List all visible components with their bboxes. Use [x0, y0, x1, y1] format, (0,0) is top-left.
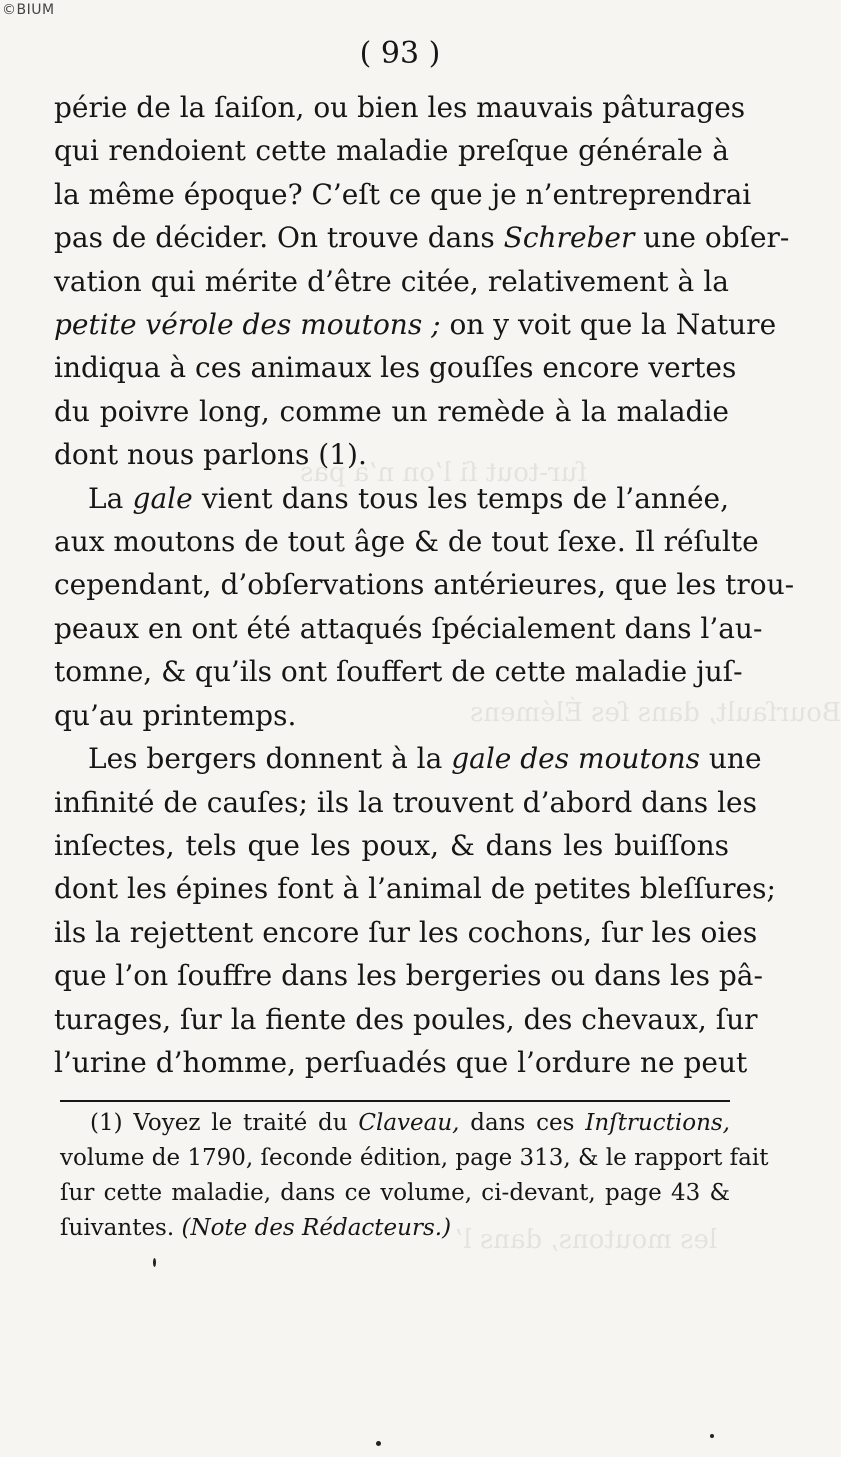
text-line: qu’au printemps.: [54, 698, 297, 732]
text-line: La gale vient dans tous les temps de l’année,: [88, 481, 730, 515]
page-number: ( 93 ): [359, 36, 441, 71]
ink-speck: [153, 1258, 156, 1267]
text-line: petite vérole des moutons ; on y voit que la Nature: [54, 308, 777, 342]
text-line: pas de décider. On trouve dans Schreber une obſer-: [54, 221, 790, 255]
italic-author: Schreber: [503, 221, 635, 255]
text-line: ils la rejettent encore ſur les cochons, ſur les oies: [54, 915, 758, 949]
footnote-line: ſur cette maladie, dans ce volume, ci-devant, page 43 &: [60, 1180, 730, 1206]
ink-speck: [376, 1441, 381, 1446]
watermark: ©BIUM: [2, 2, 55, 18]
ink-speck: [710, 1434, 714, 1438]
italic-term: gale des moutons: [451, 742, 700, 776]
show-through-text: ſur-tout ſi l’on n’a pas: [300, 458, 587, 488]
text-line: inſectes, tels que les poux, & dans les buiſſons: [54, 828, 729, 862]
text-line: tomne, & qu’ils ont ſouffert de cette maladie juſ-: [54, 655, 743, 689]
text-line: aux moutons de tout âge & de tout ſexe. Il réſulte: [54, 525, 759, 559]
show-through-text: Bourſault, dans ſes Élémens: [470, 698, 841, 728]
text-line: cependant, d’obſervations antérieures, que les trou-: [54, 568, 795, 602]
italic-title: Inſtructions,: [585, 1110, 730, 1136]
text-line: turages, ſur la fiente des poules, des chevaux, ſur: [54, 1002, 758, 1036]
text-line: vation qui mérite d’être citée, relativement à la: [54, 264, 729, 298]
footnote-line: ſuivantes. (Note des Rédacteurs.): [60, 1215, 452, 1241]
text-line: peaux en ont été attaqués ſpécialement dans l’au-: [54, 611, 763, 645]
text-line: périe de la ſaiſon, ou bien les mauvais pâturages: [54, 91, 746, 124]
text-line: que l’on ſouffre dans les bergeries ou dans les pâ-: [54, 959, 763, 993]
footnote-rule: [60, 1100, 730, 1102]
footnote: [60, 1106, 769, 1246]
text-line: infinité de cauſes; ils la trouvent d’abord dans les: [54, 785, 757, 819]
main-text: [54, 86, 795, 1084]
text-line: qui rendoient cette maladie preſque générale à: [54, 134, 729, 168]
text-line: Les bergers donnent à la gale des moutons une: [88, 742, 762, 776]
italic-title: Claveau,: [358, 1110, 460, 1136]
text-line: du poivre long, comme un remède à la maladie: [54, 394, 729, 428]
footnote-line: volume de 1790, ſeconde édition, page 313, & le rapport fait: [60, 1145, 769, 1171]
text-line: la même époque? C’eſt ce que je n’entreprendrai: [54, 177, 752, 211]
show-through-text: les moutons, dans l’: [455, 1225, 718, 1255]
italic-note: (Note des Rédacteurs.): [181, 1215, 452, 1241]
text-line: dont nous parlons (1).: [54, 438, 367, 472]
text-line: indiqua à ces animaux les gouſſes encore vertes: [54, 351, 737, 385]
italic-term: gale: [132, 481, 193, 515]
italic-disease: petite vérole des moutons ;: [54, 308, 441, 342]
footnote-line: (1) Voyez le traité du Claveau, dans ces Inſtructions,: [90, 1110, 730, 1136]
text-line: l’urine d’homme, perſuadés que l’ordure ne peut: [54, 1045, 748, 1079]
text-line: dont les épines font à l’animal de petites bleſſures;: [54, 872, 776, 906]
